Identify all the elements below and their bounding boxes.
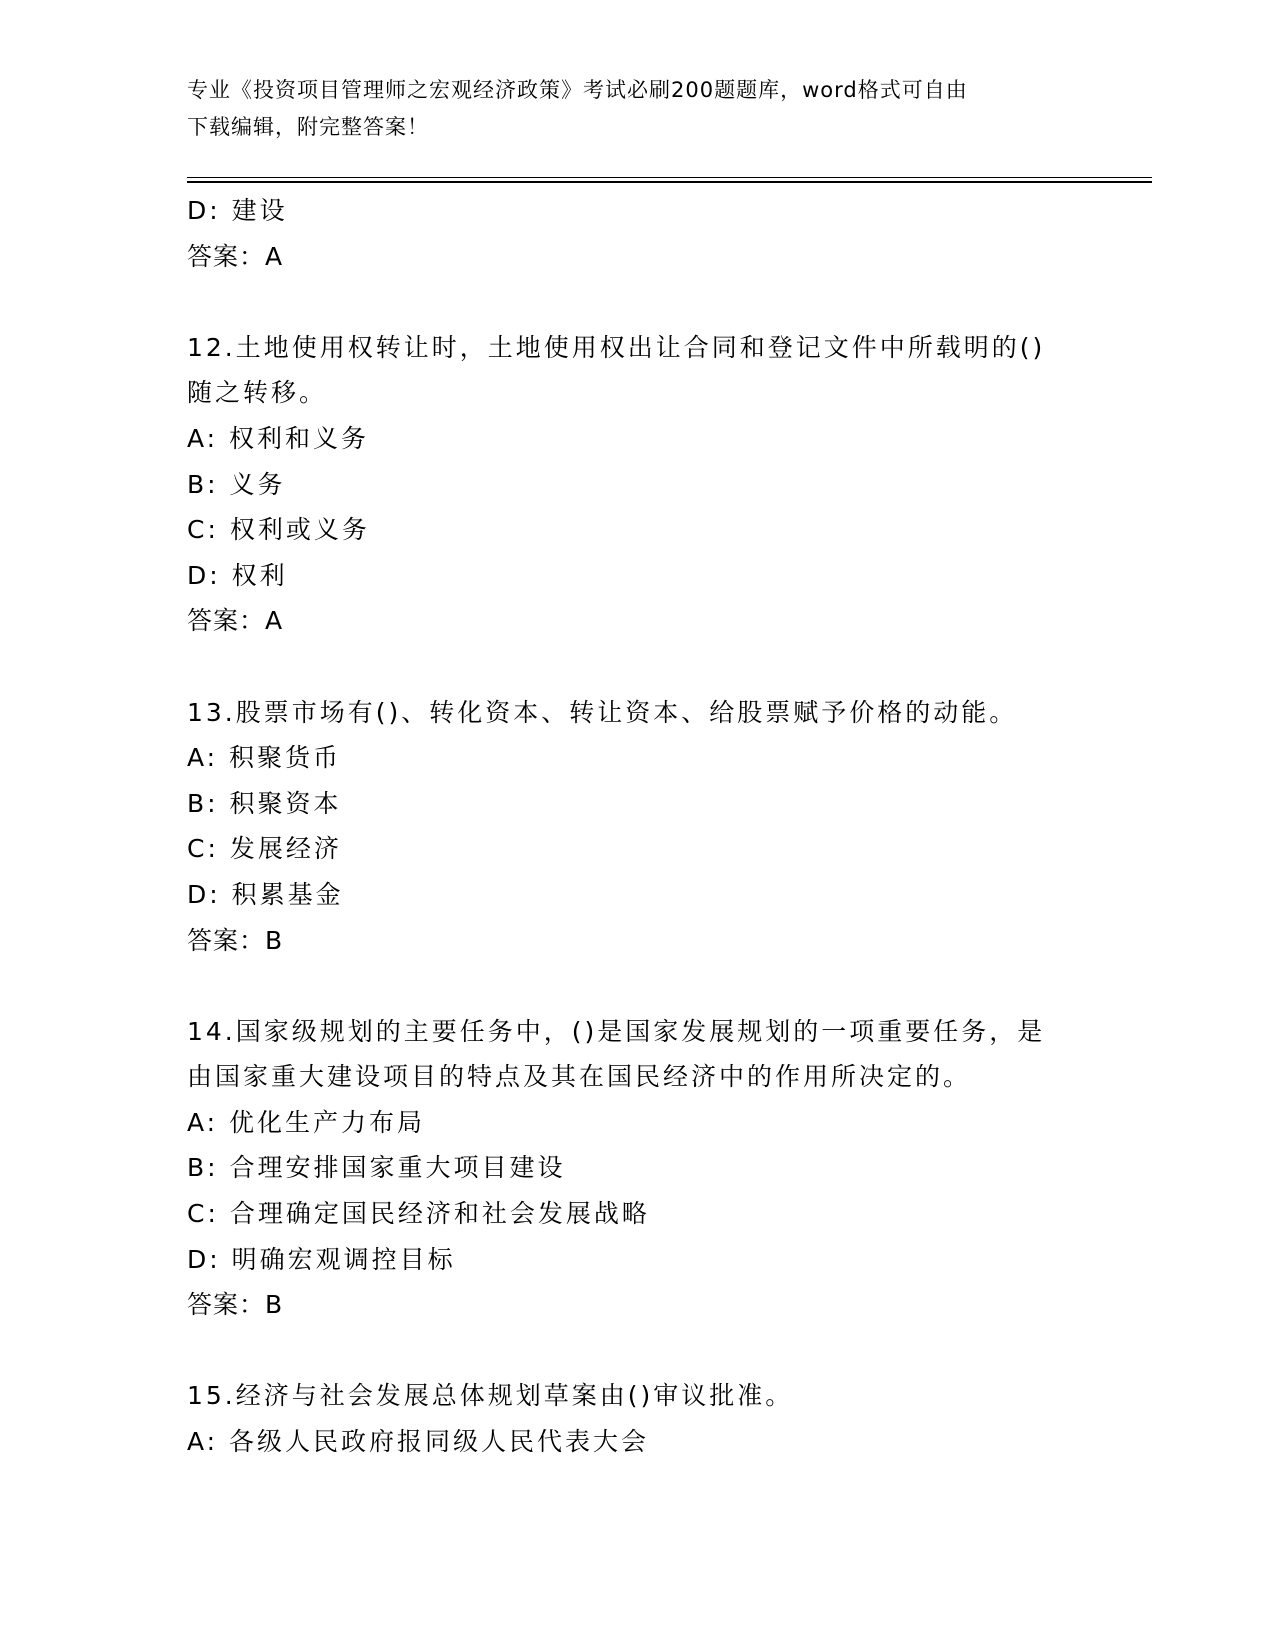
spacer — [187, 279, 1087, 325]
option-a: A: 优化生产力布局 — [187, 1107, 426, 1137]
answer: 答案：B — [187, 925, 284, 955]
question-stem: 12.土地使用权转让时，土地使用权出让合同和登记文件中所载明的() — [187, 332, 1046, 362]
header-title-line-2: 下载编辑，附完整答案！ — [187, 115, 429, 139]
question-14 — [187, 1009, 1087, 1328]
option-a: A: 积聚货币 — [187, 743, 342, 773]
option-d: D: 权利 — [187, 560, 288, 590]
spacer — [187, 644, 1087, 690]
spacer — [187, 963, 1087, 1009]
header-divider-thin — [187, 177, 1152, 178]
answer: 答案：A — [187, 606, 284, 636]
option-c: C: 权利或义务 — [187, 515, 370, 545]
option-a: A: 权利和义务 — [187, 423, 370, 453]
question-13 — [187, 690, 1087, 964]
page-header — [187, 72, 1067, 146]
header-title-line-1: 专业《投资项目管理师之宏观经济政策》考试必刷200题题库，word格式可自由 — [187, 78, 968, 102]
question-15 — [187, 1373, 1087, 1464]
option-d: D: 明确宏观调控目标 — [187, 1244, 456, 1274]
spacer — [187, 1328, 1087, 1374]
prev-answer: 答案：A — [187, 241, 284, 271]
question-stem: 13.股票市场有()、转化资本、转让资本、给股票赋予价格的动能。 — [187, 697, 1018, 727]
option-b: B: 合理安排国家重大项目建设 — [187, 1153, 566, 1183]
question-stem: 14.国家级规划的主要任务中，()是国家发展规划的一项重要任务，是 — [187, 1016, 1046, 1046]
question-12 — [187, 325, 1087, 644]
prev-option-d: D: 建设 — [187, 196, 288, 225]
header-divider-thick — [187, 181, 1152, 183]
question-stem-continued: 由国家重大建设项目的特点及其在国民经济中的作用所决定的。 — [187, 1062, 972, 1092]
option-c: C: 发展经济 — [187, 834, 342, 864]
option-d: D: 积累基金 — [187, 879, 344, 909]
question-list — [187, 188, 1087, 1465]
option-a: A: 各级人民政府报同级人民代表大会 — [187, 1427, 650, 1457]
option-b: B: 义务 — [187, 469, 286, 499]
question-stem-continued: 随之转移。 — [187, 378, 328, 408]
option-b: B: 积聚资本 — [187, 788, 342, 818]
question-stem: 15.经济与社会发展总体规划草案由()审议批准。 — [187, 1381, 794, 1411]
option-c: C: 合理确定国民经济和社会发展战略 — [187, 1199, 650, 1229]
answer: 答案：B — [187, 1290, 284, 1320]
